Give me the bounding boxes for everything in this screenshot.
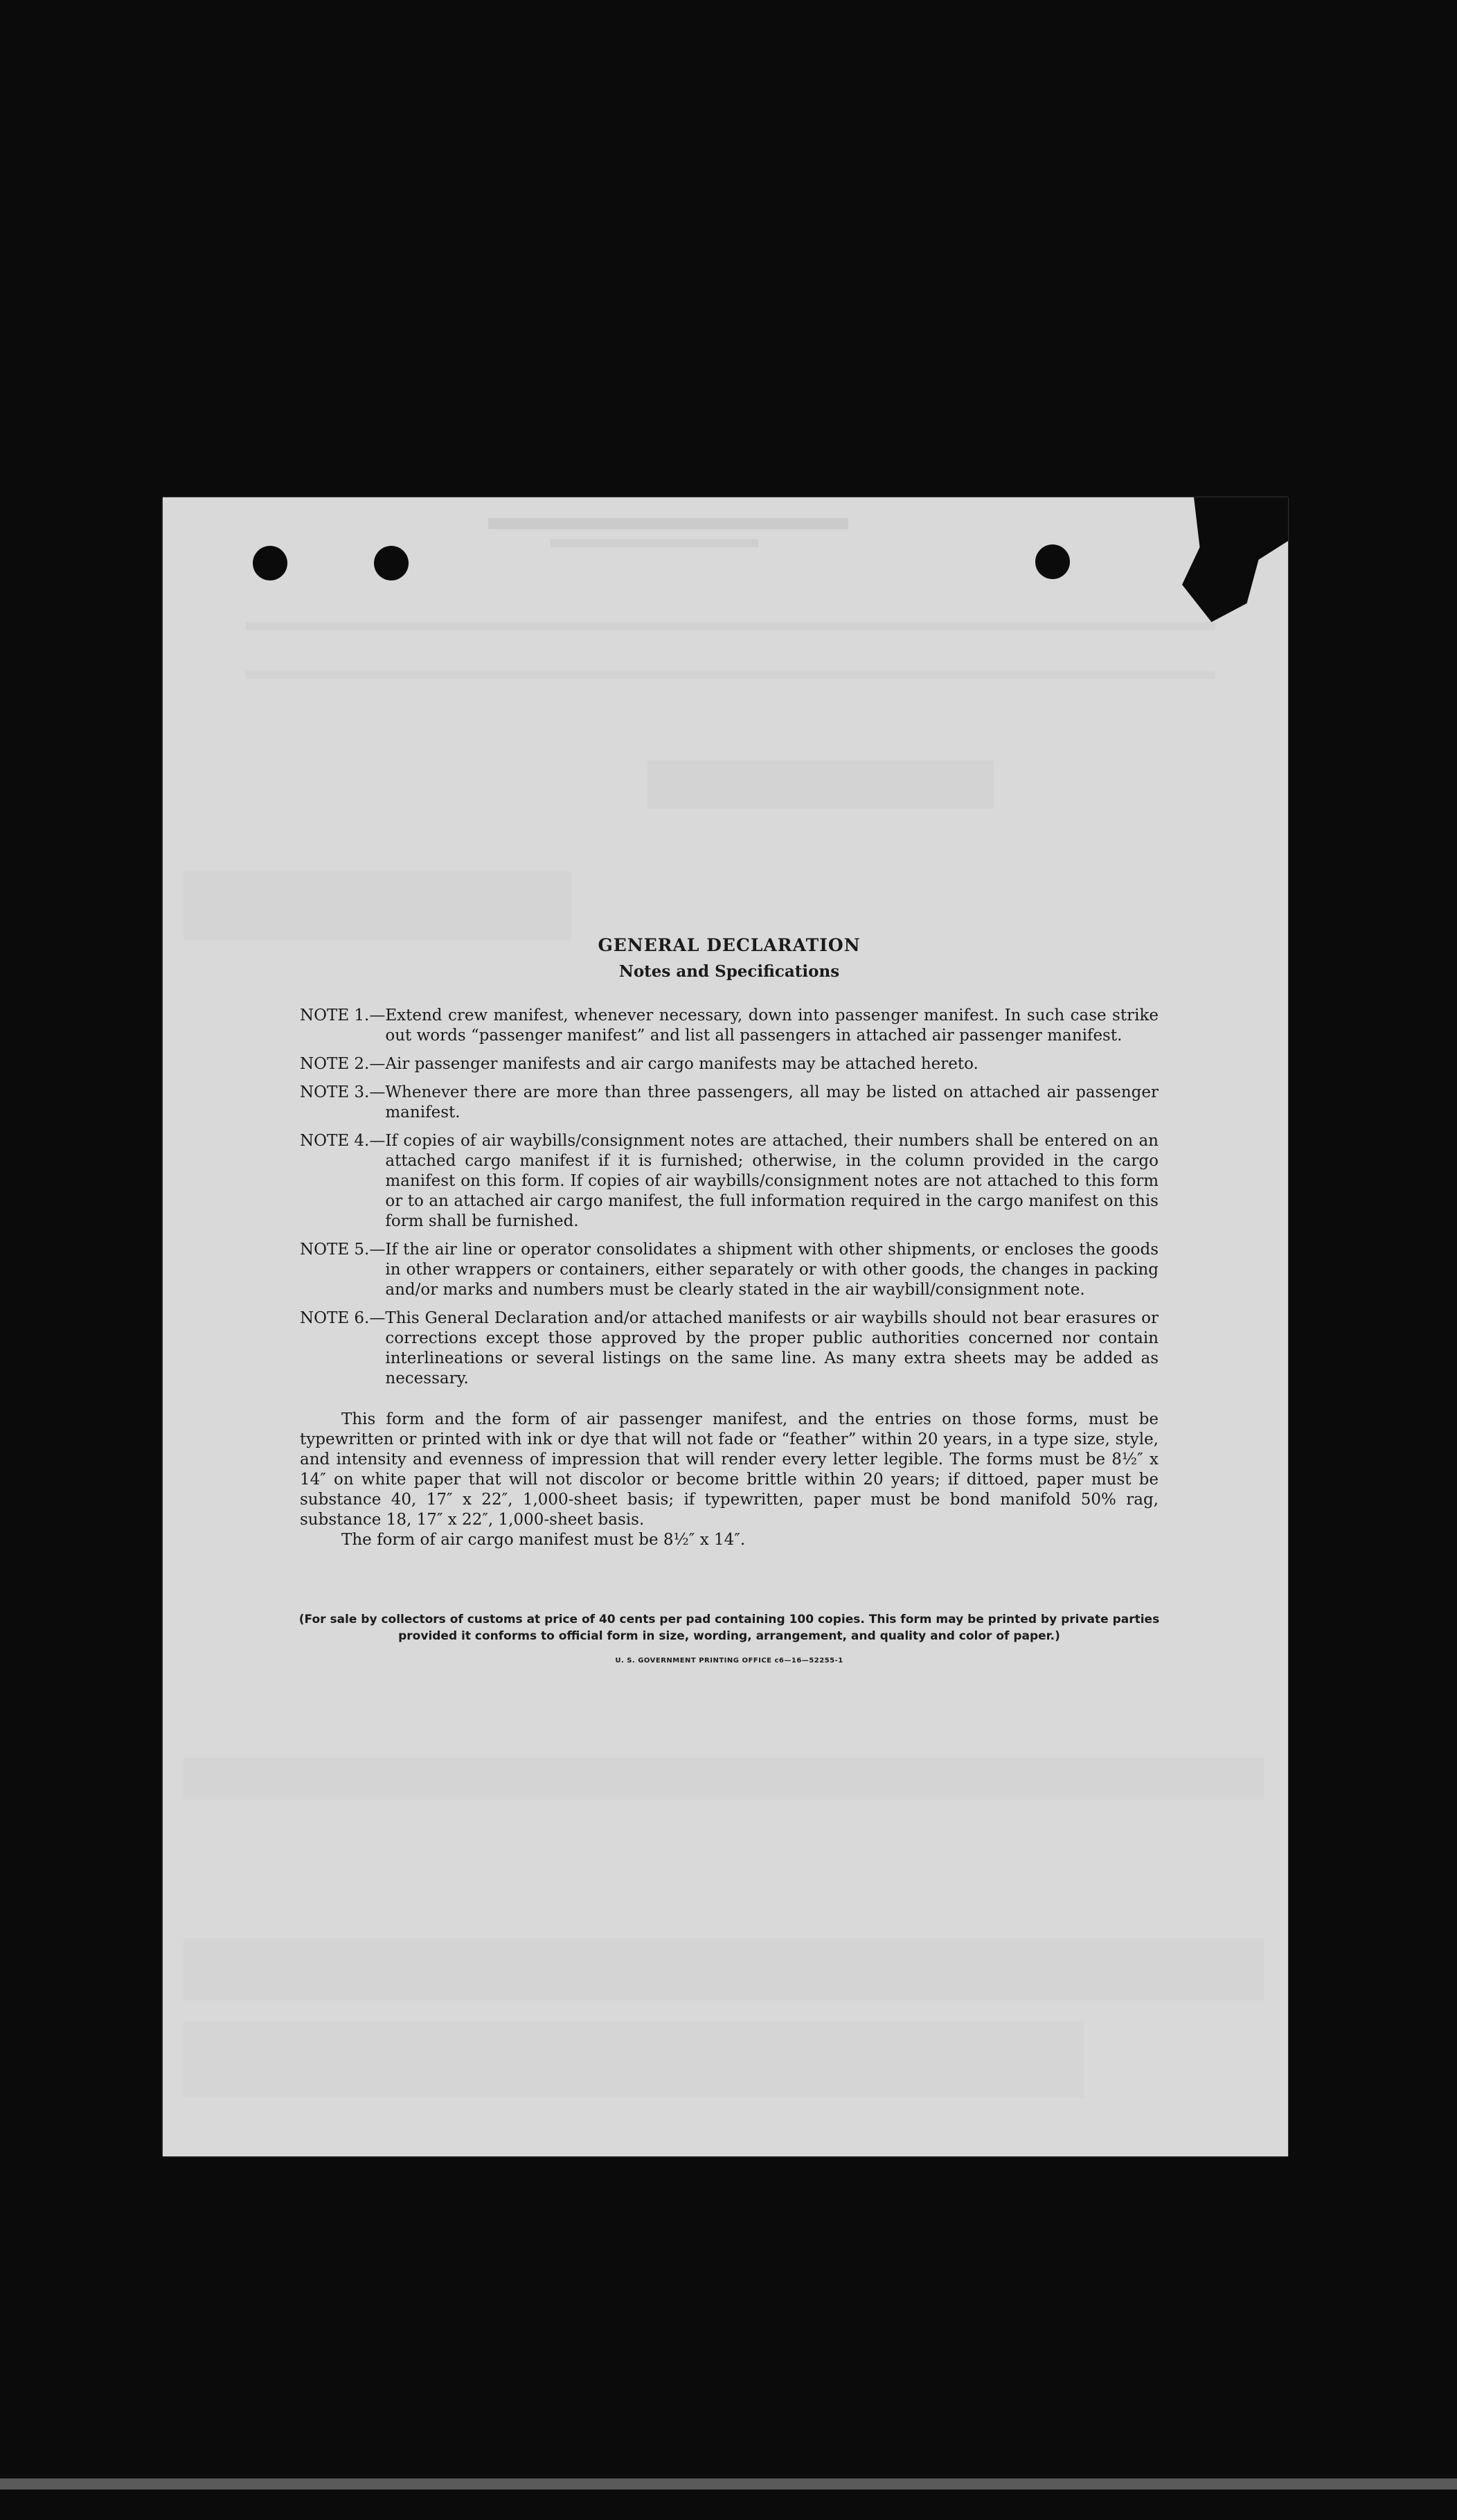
cargo-manifest-size-paragraph: The form of air cargo manifest must be 8½″ x 14″. bbox=[341, 1531, 746, 1549]
bleed-through-mark bbox=[184, 1758, 1264, 1800]
torn-corner bbox=[1170, 497, 1288, 622]
bleed-through-mark bbox=[184, 2021, 1084, 2097]
punch-hole-right bbox=[1035, 544, 1070, 579]
note-1 bbox=[300, 1006, 1159, 1046]
note-text: If copies of air waybills/consignment notes are attached, their numbers shall be entered on an attached cargo manifest if it is furnished; otherwise, in the column provided in the cargo manifest on this form. If copies of air waybills/consignment notes are not attached to this form or to an attached air cargo manifest, the full information required in the cargo manifest on this form shall be furnished. bbox=[385, 1132, 1159, 1230]
bleed-through-mark bbox=[184, 871, 571, 941]
scanner-edge-band bbox=[0, 2478, 1457, 2490]
printer-line: U. S. GOVERNMENT PRINTING OFFICE c6—16—52255-1 bbox=[615, 1657, 843, 1665]
note-text: Whenever there are more than three passengers, all may be listed on attached air passenger manifest. bbox=[385, 1083, 1159, 1121]
bleed-through-mark bbox=[184, 1938, 1264, 2000]
document-title: GENERAL DECLARATION bbox=[598, 935, 861, 955]
punch-hole-center-left bbox=[374, 546, 409, 580]
note-6 bbox=[300, 1308, 1159, 1389]
form-specification-paragraph: This form and the form of air passenger manifest, and the entries on those forms, must be typewritten or printed with ink or dye that will not fade or “feather” within 20 years, in a type size, style, and intensity and evenness of impression that will render every letter legible. The forms must be 8½″ x 14″ on white paper that will not discolor or become brittle within 20 years; if dittoed, paper must be substance 40, 17″ x 22″, 1,000-sheet basis; if typewritten, paper must be bond manifold 50% rag, substance 18, 17″ x 22″, 1,000-sheet basis. bbox=[300, 1410, 1159, 1529]
note-4 bbox=[300, 1131, 1159, 1232]
bleed-through-mark bbox=[551, 539, 758, 547]
sale-notice: (For sale by collectors of customs at price of 40 cents per pad containing 100 copies. This form may be printed by private parties provided it conforms to official form in size, wording, arrangement, and quality and color of paper.) bbox=[298, 1613, 1160, 1643]
bleed-through-mark bbox=[488, 518, 848, 529]
note-text: This General Declaration and/or attached manifests or air waybills should not bear erasures or corrections except those approved by the proper public authorities concerned nor contain interlineations or several listings on the same line. As many extra sheets may be added as necessary. bbox=[385, 1309, 1159, 1387]
note-label: NOTE 4.— bbox=[300, 1132, 386, 1150]
note-5 bbox=[300, 1240, 1159, 1300]
bleed-through-mark bbox=[246, 671, 1215, 679]
document-subtitle: Notes and Specifications bbox=[618, 962, 840, 981]
note-label: NOTE 6.— bbox=[300, 1309, 386, 1327]
note-label: NOTE 3.— bbox=[300, 1083, 386, 1101]
paper-sheet bbox=[163, 497, 1288, 2156]
note-text: Air passenger manifests and air cargo manifests may be attached hereto. bbox=[385, 1055, 978, 1073]
note-text: Extend crew manifest, whenever necessary, down into passenger manifest. In such case strike out words “passenger manifest” and list all passengers in attached air passenger manifest. bbox=[385, 1006, 1159, 1045]
declaration-notes bbox=[300, 935, 1159, 1665]
note-label: NOTE 2.— bbox=[300, 1055, 386, 1073]
note-label: NOTE 5.— bbox=[300, 1241, 386, 1259]
punch-hole-left bbox=[253, 546, 287, 580]
bleed-through-mark bbox=[647, 761, 994, 809]
note-text: If the air line or operator consolidates a shipment with other shipments, or encloses the goods in other wrappers or containers, either separately or with other goods, the changes in packing and/or marks and numbers must be clearly stated in the air waybill/consignment note. bbox=[385, 1241, 1159, 1299]
note-label: NOTE 1.— bbox=[300, 1006, 386, 1024]
note-2 bbox=[300, 1054, 1159, 1074]
bleed-through-mark bbox=[246, 622, 1215, 630]
note-3 bbox=[300, 1083, 1159, 1123]
